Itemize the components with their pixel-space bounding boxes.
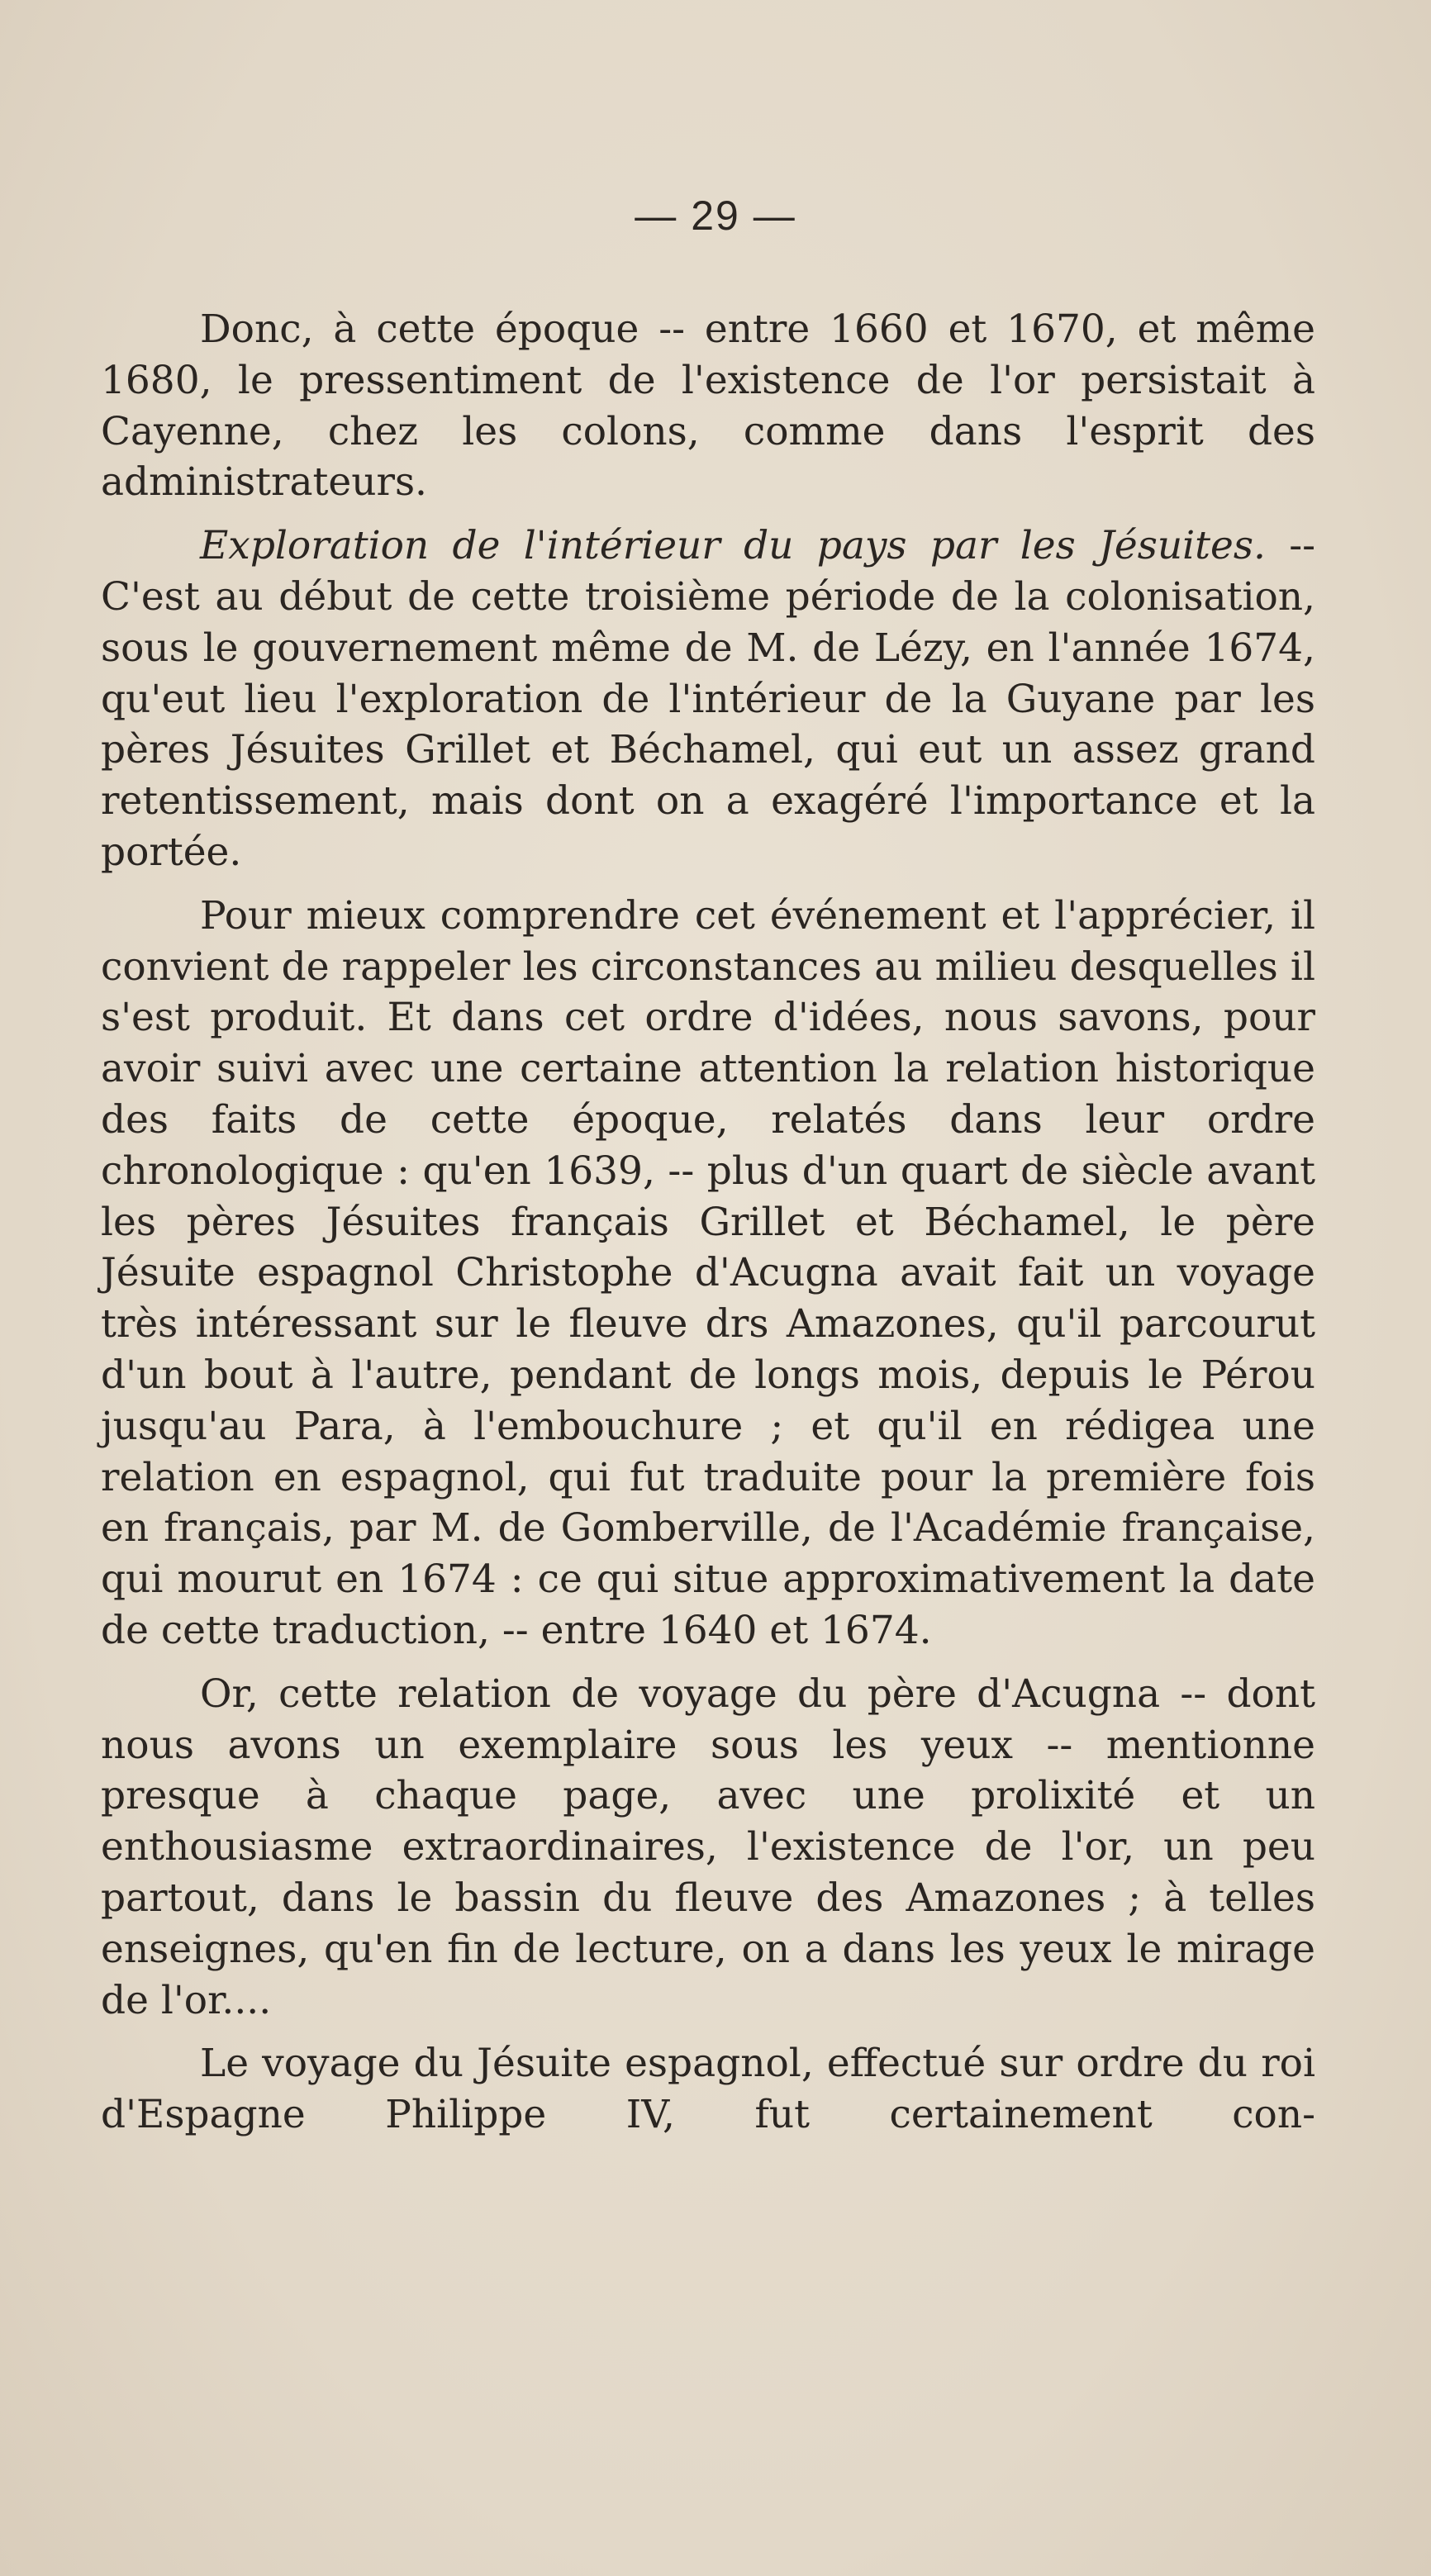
paragraph-5: Le voyage du Jésuite espagnol, effectué sur ordre du roi d'Espagne Philippe IV, fut certainement con-	[101, 2041, 1315, 2138]
paragraph-3: Pour mieux comprendre cet événement et l'apprécier, il convient de rappeler les circonstances au milieu desquelles il s'est produit. Et dans cet ordre d'idées, nous savons, pour avoir suivi avec une certaine attention la relation historique des faits de cette époque, relatés dans leur ordre chronologique : qu'en 1639, -- plus d'un quart de siècle avant les pères Jésuites français Grillet et Béchamel, le père Jésuite espagnol Christophe d'Acugna avait fait un voyage très intéressant sur le fleuve drs Amazones, qu'il parcourut d'un bout à l'autre, pendant de longs mois, depuis le Pérou jusqu'au Para, à l'embouchure ; et qu'il en rédigea une relation en espagnol, qui fut traduite pour la première fois en français, par M. de Gomberville, de l'Académie française, qui mourut en 1674 : ce qui situe approximativement la date de cette traduction, -- entre 1640 et 1674.	[101, 892, 1315, 1653]
paragraph-2-body: -- C'est au début de cette troisième période de la colonisation, sous le gouvernement même de M. de Lézy, en l'année 1674, qu'eut lieu l'exploration de l'intérieur de la Guyane par les pères Jésuites Grillet et Béchamel, qui eut un assez grand retentissement, mais dont on a exagéré l'importance et la portée.	[101, 523, 1315, 875]
paragraph-4: Or, cette relation de voyage du père d'Acugna -- dont nous avons un exemplaire sous les yeux -- mentionne presque à chaque page, avec une prolixité et un enthousiasme extraordinaires, l'existence de l'or, un peu partout, dans le bassin du fleuve des Amazones ; à telles enseignes, qu'en fin de lecture, on a dans les yeux le mirage de l'or....	[101, 1671, 1315, 2023]
paragraph-2	[101, 520, 1315, 878]
paragraph-1: Donc, à cette époque -- entre 1660 et 1670, et même 1680, le pressentiment de l'existence de l'or persistait à Cayenne, chez les colons, comme dans l'esprit des administrateurs.	[101, 307, 1315, 506]
page-number: — 29 —	[635, 192, 796, 239]
body-text	[101, 304, 1315, 2153]
section-heading: Exploration de l'intérieur du pays par les Jésuites.	[200, 523, 1266, 569]
